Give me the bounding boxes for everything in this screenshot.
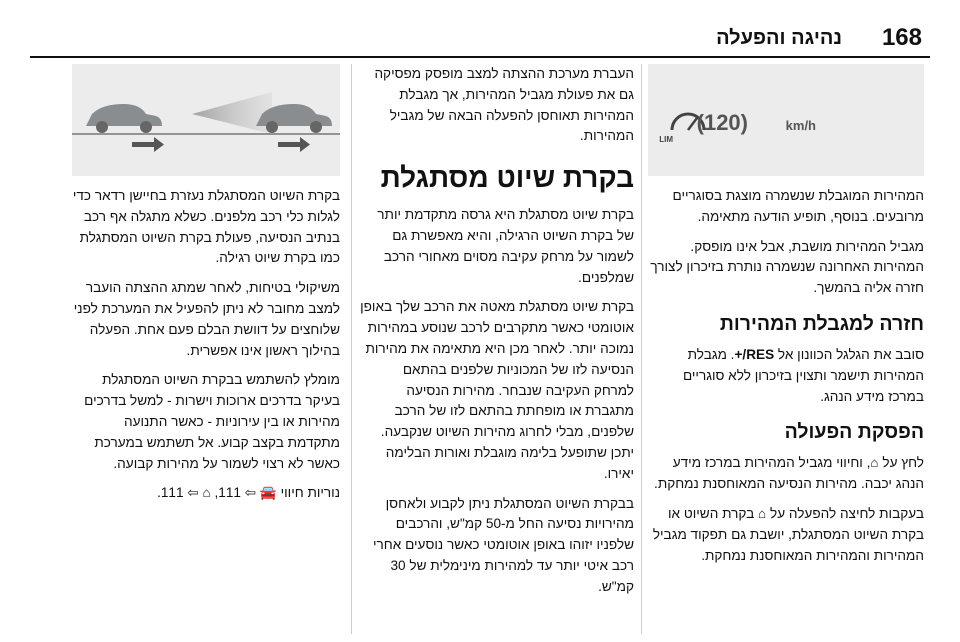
- paragraph: משיקולי בטיחות, לאחר שמתג ההצתה הועבר למצב מחובר לא ניתן להפעיל את המערכת לפני שלוחצים על דוושת הבלם פעם אחת. הפעלה בהילוך ראשון אינו אפשרית.: [73, 280, 340, 358]
- column-divider: [641, 64, 642, 634]
- column-middle: [360, 64, 634, 607]
- display-speed: (120): [696, 110, 748, 135]
- header-rule: [30, 56, 930, 58]
- page-header: [30, 20, 930, 56]
- adaptive-cruise-radar-image: [72, 64, 340, 176]
- paragraph: בקרת שיוט מסתגלת היא גרסה מתקדמת יותר של בקרת השיוט הרגילה, והיא מאפשרת גם לשמור על מרחק עקיבה מסוים מאחורי הרכב שמלפנים.: [377, 207, 634, 285]
- display-illustration: [648, 64, 924, 176]
- column-left: [72, 64, 340, 513]
- column-divider: [351, 64, 352, 634]
- section-heading-acc: בקרת שיוט מסתגלת: [380, 162, 634, 194]
- paragraph: בעקבות לחיצה להפעלה על ⌂ בקרת השיוט או בקרת השיוט המסתגלת, יושבת גם תפקוד מגביל המהירות והמהירות המאוחסנת נמחקת.: [652, 505, 924, 563]
- speed-limiter-display-image: [648, 64, 924, 176]
- section-heading-resume: חזרה למגבלת המהירות: [719, 312, 924, 335]
- display-unit: km/h: [785, 118, 816, 133]
- column-right: [648, 64, 924, 575]
- lim-icon-label: LIM: [659, 135, 673, 144]
- page-number: 168: [881, 24, 922, 51]
- paragraph: המהירות המוגבלת שנשמרה מוצגת בסוגריים מרובעים. בנוסף, תופיע הודעה מתאימה.: [672, 188, 924, 224]
- paragraph: לחץ על ⌂, וחיווי מגביל המהירות במרכז מידע הנהג יכבה. מהירות הנסיעה המאוחסנת נמחקת.: [654, 455, 924, 492]
- paragraph: בקרת השיוט המסתגלת נעזרת בחיישן רדאר כדי לגלות כלי רכב מלפנים. כשלא מתגלה אף רכב בנתיב הנסיעה, פעולת בקרת השיוט המסתגלת כמו בקרת שיוט רגילה.: [72, 188, 340, 266]
- res-button-label: RES/+: [734, 346, 775, 362]
- paragraph: בבקרת השיוט המסתגלת ניתן לקבוע ולאחסן מהירויות נסיעה החל מ-50 קמ"ש, והרכבים שלפניו יזוהו באופן אוטומטי כאשר נוסעים אחרי רכב איטי יותר עד למהירות מינימלית של 30 קמ"ש.: [373, 495, 634, 594]
- chapter-title: נהיגה והפעלה: [716, 27, 842, 49]
- paragraph: מומלץ להשתמש בבקרת השיוט המסתגלת בעיקר בדרכים ארוכות וישרות - למשל בדרכים מהירות או בין עירוניות - כאשר התנועה מתקדמת בקצב קבוע. אל תשתמש במערכת כאשר לא רצוי לשמור על מהירות קבועה.: [84, 372, 340, 471]
- indicator-reference: נוריות חיווי 🚘 ⇦ 111, ⌂ ⇦ 111.: [157, 485, 340, 501]
- radar-illustration: [72, 64, 340, 176]
- paragraph: מגביל המהירות מושבת, אבל אינו מופסק. המהירות האחרונה שנשמרה נותרת בזיכרון לצורך חזרה אליה בהמשך.: [650, 238, 924, 296]
- section-heading-off: הפסקת הפעולה: [784, 421, 924, 444]
- paragraph: בקרת שיוט מסתגלת מאטה את הרכב שלך באופן אוטומטי כאשר מתקרבים לרכב שנוסע במהירות נמוכה יותר. לאחר מכן היא מתאימה את מהירות הנסיעה לזו של המכוניות שלפנים בהתאם למרחק העקיבה שנבחר. מהירות הנסיעה מתגברת או מופחתת בהתאם לזו של הרכב שלפנים, מבלי לחרוג מהירות השיוט שנקבעה. יתכן שתופעל בלימה מוגבלת ואורות הבלימה יאירו.: [360, 299, 634, 481]
- paragraph-resume: סובב את הגלגל הכוונון אל RES/+. מגבלת המהירות תישמר ותצוין בזיכרון ללא סוגריים במרכז מידע הנהג.: [682, 346, 924, 404]
- paragraph: העברת מערכת ההצתה למצב מופסק מפסיקה גם את פעולת מגביל המהירות, אך מגבלת המהירות תאוחסן להפעלה הבאה של מגביל המהירות.: [374, 66, 634, 144]
